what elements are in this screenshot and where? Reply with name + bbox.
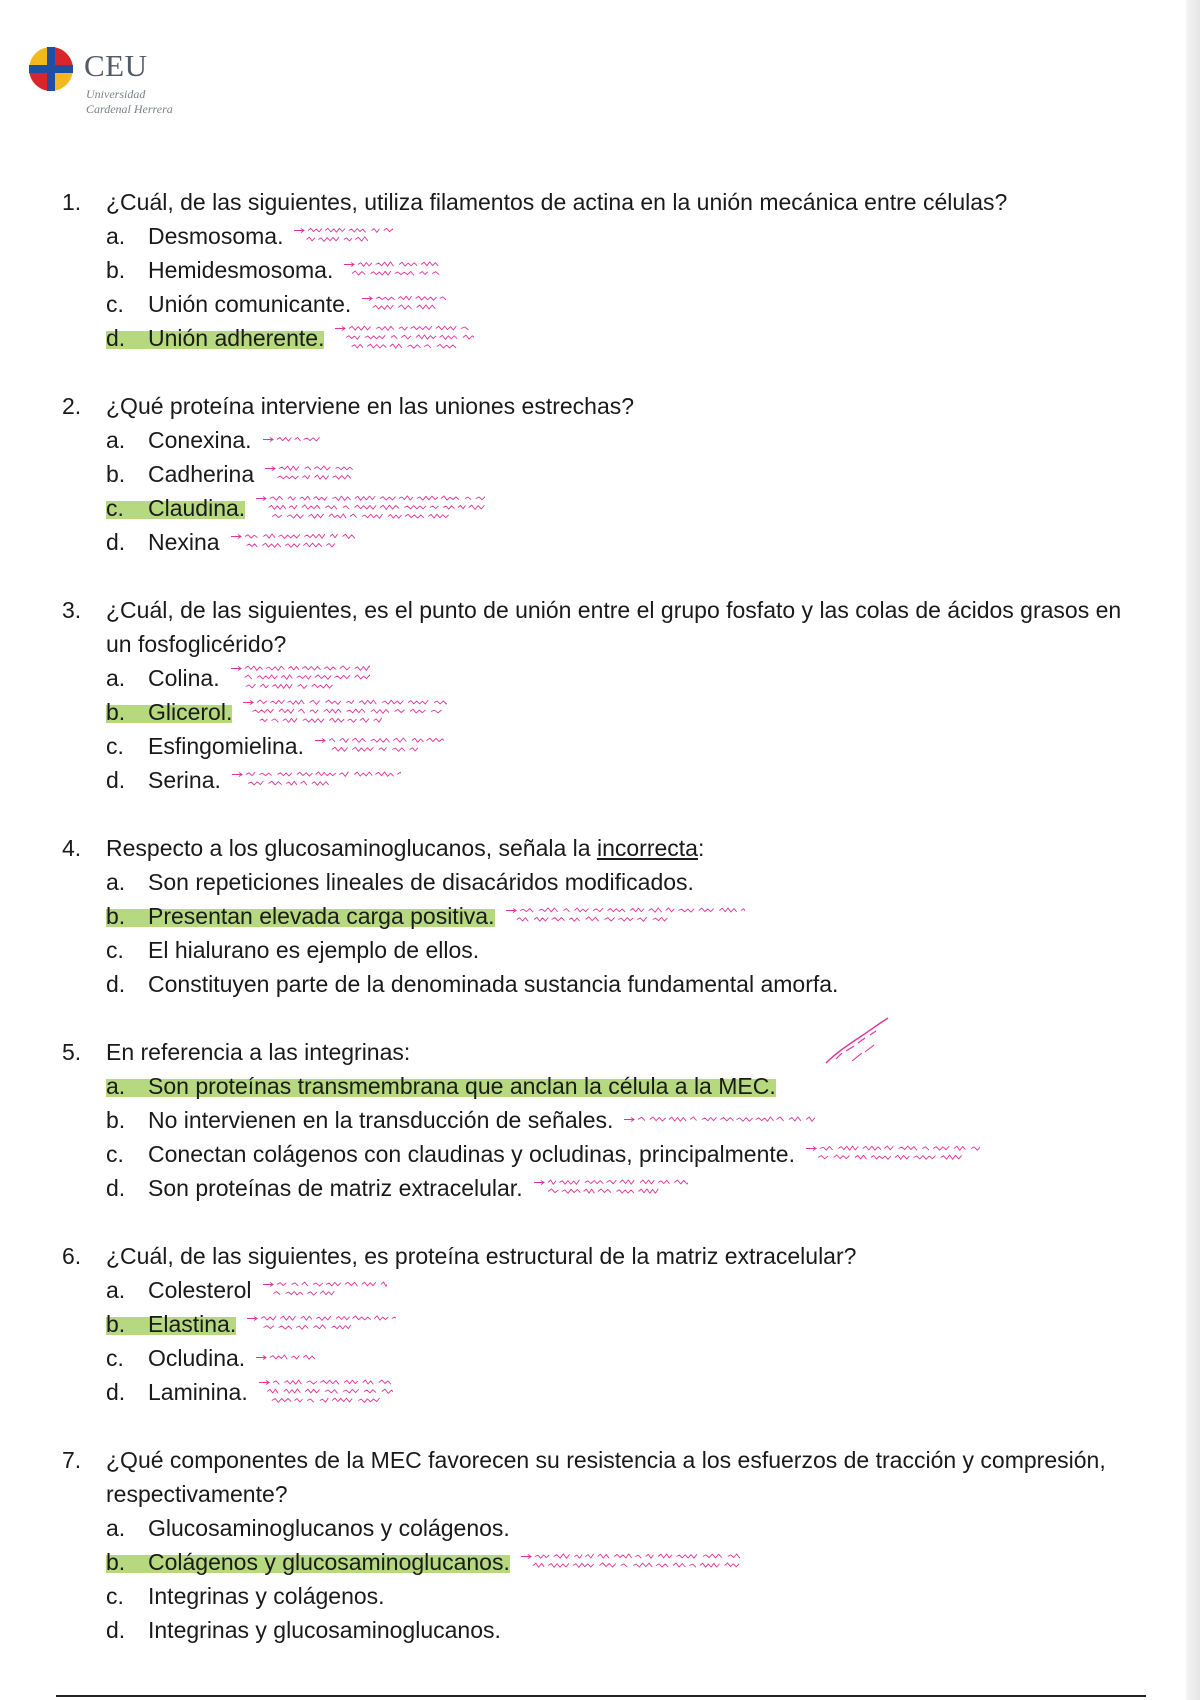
option-b[interactable] [62, 899, 1142, 933]
option-text: Conexina. [148, 427, 252, 453]
handwriting-scribble [230, 662, 370, 695]
question-stem [62, 185, 1142, 219]
option-text: Son proteínas de matriz extracelular. [148, 1175, 523, 1201]
option-letter: c. [106, 1141, 124, 1167]
option-letter: b. [106, 461, 126, 487]
option-text: Unión adherente. [148, 325, 325, 351]
option-b[interactable] [62, 1545, 1142, 1579]
option-text: Son repeticiones lineales de disacáridos modificados. [148, 869, 694, 895]
handwritten-note [255, 492, 485, 525]
option-text: Elastina. [148, 1311, 237, 1337]
handwritten-margin-note [822, 1015, 892, 1067]
question-stem [62, 1443, 1142, 1511]
option-letter: b. [106, 1107, 126, 1133]
option-list [62, 661, 1142, 797]
option-text: Serina. [148, 767, 221, 793]
option-text: El hialurano es ejemplo de ellos. [148, 937, 480, 963]
question-number: 4. [62, 835, 82, 861]
option-letter: d. [106, 1379, 126, 1405]
logo-name: CEU [84, 48, 148, 83]
handwritten-note [262, 1278, 387, 1302]
handwriting-scribble [246, 1312, 396, 1336]
option-letter: a. [106, 665, 126, 691]
university-logo [26, 42, 256, 122]
question-stem [62, 1035, 1142, 1069]
handwriting-scribble [334, 322, 474, 355]
option-d[interactable] [62, 1613, 1142, 1647]
handwriting-scribble [262, 1278, 387, 1302]
option-text: Colina. [148, 665, 220, 691]
option-letter: c. [106, 1583, 124, 1609]
handwriting-scribble [520, 1550, 740, 1574]
option-c[interactable] [62, 287, 1142, 321]
option-list [62, 1069, 1142, 1205]
option-text: Integrinas y colágenos. [148, 1583, 385, 1609]
option-text: Colágenos y glucosaminoglucanos. [148, 1549, 510, 1575]
option-text: Desmosoma. [148, 223, 284, 249]
option-letter: d. [106, 529, 126, 555]
handwritten-note [520, 1550, 740, 1574]
handwriting-scribble [258, 1376, 393, 1409]
question-number: 5. [62, 1039, 82, 1065]
option-letter: d. [106, 767, 126, 793]
option-d[interactable] [62, 763, 1142, 797]
question-text-start: Respecto a los glucosaminoglucanos, señala la [106, 835, 597, 861]
option-letter: c. [106, 733, 124, 759]
handwriting-scribble [361, 292, 446, 316]
option-c[interactable] [62, 1341, 1142, 1375]
option-letter: a. [106, 869, 126, 895]
handwriting-scribble [255, 492, 485, 525]
handwritten-note [242, 696, 447, 729]
option-letter: c. [106, 937, 124, 963]
option-text: Glicerol. [148, 699, 233, 725]
option-text: Hemidesmosoma. [148, 257, 334, 283]
option-a[interactable] [62, 1069, 1142, 1103]
handwriting-scribble [231, 768, 401, 792]
handwritten-note [231, 768, 401, 792]
handwritten-note [805, 1142, 980, 1166]
handwriting-scribble [264, 462, 359, 486]
question-text-end: : [697, 835, 705, 861]
question-6 [62, 1239, 1142, 1409]
question-4 [62, 831, 1142, 1001]
question-stem [62, 1239, 1142, 1273]
option-letter: d. [106, 971, 126, 997]
option-a[interactable] [62, 423, 1142, 457]
handwritten-note [334, 322, 474, 355]
option-text: Unión comunicante. [148, 291, 352, 317]
option-c[interactable] [62, 1579, 1142, 1613]
handwritten-note [361, 292, 446, 316]
question-text [106, 831, 1142, 865]
option-list [62, 1273, 1142, 1409]
handwriting-scribble [242, 696, 447, 729]
handwriting-scribble [230, 530, 355, 554]
option-d[interactable] [62, 525, 1142, 559]
handwritten-note [255, 1351, 340, 1366]
option-letter: c. [106, 291, 124, 317]
option-text: No intervienen en la transducción de señales. [148, 1107, 614, 1133]
handwritten-note [264, 462, 359, 486]
question-text-underlined: incorrecta [596, 835, 698, 861]
option-a[interactable] [62, 661, 1142, 695]
question-text: ¿Cuál, de las siguientes, es proteína estructural de la matriz extracelular? [106, 1243, 857, 1269]
option-text: Esfingomielina. [148, 733, 304, 759]
option-text: Presentan elevada carga positiva. [148, 903, 495, 929]
option-b[interactable] [62, 253, 1142, 287]
option-a[interactable] [62, 1511, 1142, 1545]
question-stem [62, 389, 1142, 423]
question-text: ¿Cuál, de las siguientes, es el punto de unión entre el grupo fosfato y las colas de ácidos grasos en un fosfoglicérido? [106, 597, 1122, 657]
option-letter: a. [106, 1515, 126, 1541]
handwriting-scribble [293, 224, 393, 248]
handwritten-note [262, 433, 352, 448]
question-text: ¿Qué proteína interviene en las uniones estrechas? [106, 393, 635, 419]
option-letter: d. [106, 1617, 126, 1643]
handwritten-note [623, 1113, 833, 1128]
option-text: Nexina [148, 529, 220, 555]
logo-subtitle-line1: Universidad [86, 87, 146, 101]
option-c[interactable] [62, 491, 1142, 525]
handwritten-note [293, 224, 393, 248]
handwritten-note [258, 1376, 393, 1409]
question-text: ¿Cuál, de las siguientes, utiliza filamentos de actina en la unión mecánica entre células? [106, 189, 1008, 215]
option-c[interactable] [62, 933, 1142, 967]
option-letter: c. [106, 1345, 124, 1371]
option-text: Constituyen parte de la denominada sustancia fundamental amorfa. [148, 971, 839, 997]
question-1 [62, 185, 1142, 355]
option-text: Claudina. [148, 495, 246, 521]
question-3 [62, 593, 1142, 797]
handwriting-scribble [343, 258, 443, 282]
question-list [62, 185, 1142, 1647]
option-letter: a. [106, 427, 126, 453]
handwritten-note [505, 904, 745, 928]
handwritten-note [533, 1176, 688, 1200]
option-text: Cadherina [148, 461, 255, 487]
option-a[interactable] [62, 1273, 1142, 1307]
option-list [62, 1511, 1142, 1647]
handwriting-scribble [623, 1113, 833, 1128]
option-d[interactable] [62, 321, 1142, 355]
option-list [62, 219, 1142, 355]
option-text: Ocludina. [148, 1345, 246, 1371]
option-letter: b. [106, 257, 126, 283]
option-a[interactable] [62, 865, 1142, 899]
option-text: Laminina. [148, 1379, 248, 1405]
question-stem [62, 831, 1142, 865]
page-edge-shadow [1186, 0, 1200, 1700]
option-b[interactable] [62, 1307, 1142, 1341]
option-text: Colesterol [148, 1277, 252, 1303]
question-number: 1. [62, 189, 82, 215]
option-letter: b. [106, 1311, 126, 1337]
option-d[interactable] [62, 967, 1142, 1001]
question-number: 7. [62, 1447, 82, 1473]
option-c[interactable] [62, 1137, 1142, 1171]
handwriting-scribble [314, 734, 444, 758]
handwriting-scribble [805, 1142, 980, 1166]
option-text: Integrinas y glucosaminoglucanos. [148, 1617, 501, 1643]
handwritten-note [230, 530, 355, 554]
question-2 [62, 389, 1142, 559]
option-letter: d. [106, 1175, 126, 1201]
option-text: Glucosaminoglucanos y colágenos. [148, 1515, 510, 1541]
option-list [62, 423, 1142, 559]
question-text: En referencia a las integrinas: [106, 1039, 411, 1065]
question-number: 3. [62, 597, 82, 623]
option-letter: a. [106, 1073, 126, 1099]
handwriting-scribble [255, 1351, 340, 1366]
option-b[interactable] [62, 695, 1142, 729]
option-d[interactable] [62, 1171, 1142, 1205]
option-letter: b. [106, 903, 126, 929]
option-text: Conectan colágenos con claudinas y ocludinas, principalmente. [148, 1141, 795, 1167]
question-number: 6. [62, 1243, 82, 1269]
option-c[interactable] [62, 729, 1142, 763]
option-text: Son proteínas transmembrana que anclan la célula a la MEC. [148, 1073, 776, 1099]
ceu-cross-logo-icon [28, 46, 74, 92]
option-letter: b. [106, 1549, 126, 1575]
logo-subtitle-line2: Cardenal Herrera [86, 102, 173, 116]
handwritten-note [343, 258, 443, 282]
option-b[interactable] [62, 457, 1142, 491]
option-letter: c. [106, 495, 124, 521]
question-5 [62, 1035, 1142, 1205]
option-letter: b. [106, 699, 126, 725]
handwritten-note [246, 1312, 396, 1336]
question-text: ¿Qué componentes de la MEC favorecen su resistencia a los esfuerzos de tracción y compresión, respectivamente? [106, 1447, 1106, 1507]
handwriting-scribble [533, 1176, 688, 1200]
question-7 [62, 1443, 1142, 1647]
handwritten-note [230, 662, 370, 695]
question-number: 2. [62, 393, 82, 419]
handwriting-scribble [262, 433, 352, 448]
footer-rule [56, 1695, 1146, 1697]
question-stem [62, 593, 1142, 661]
handwriting-scribble [505, 904, 745, 928]
option-b[interactable] [62, 1103, 1142, 1137]
option-letter: d. [106, 325, 126, 351]
handwritten-note [314, 734, 444, 758]
option-list [62, 865, 1142, 1001]
option-letter: a. [106, 223, 126, 249]
option-a[interactable] [62, 219, 1142, 253]
option-letter: a. [106, 1277, 126, 1303]
option-d[interactable] [62, 1375, 1142, 1409]
